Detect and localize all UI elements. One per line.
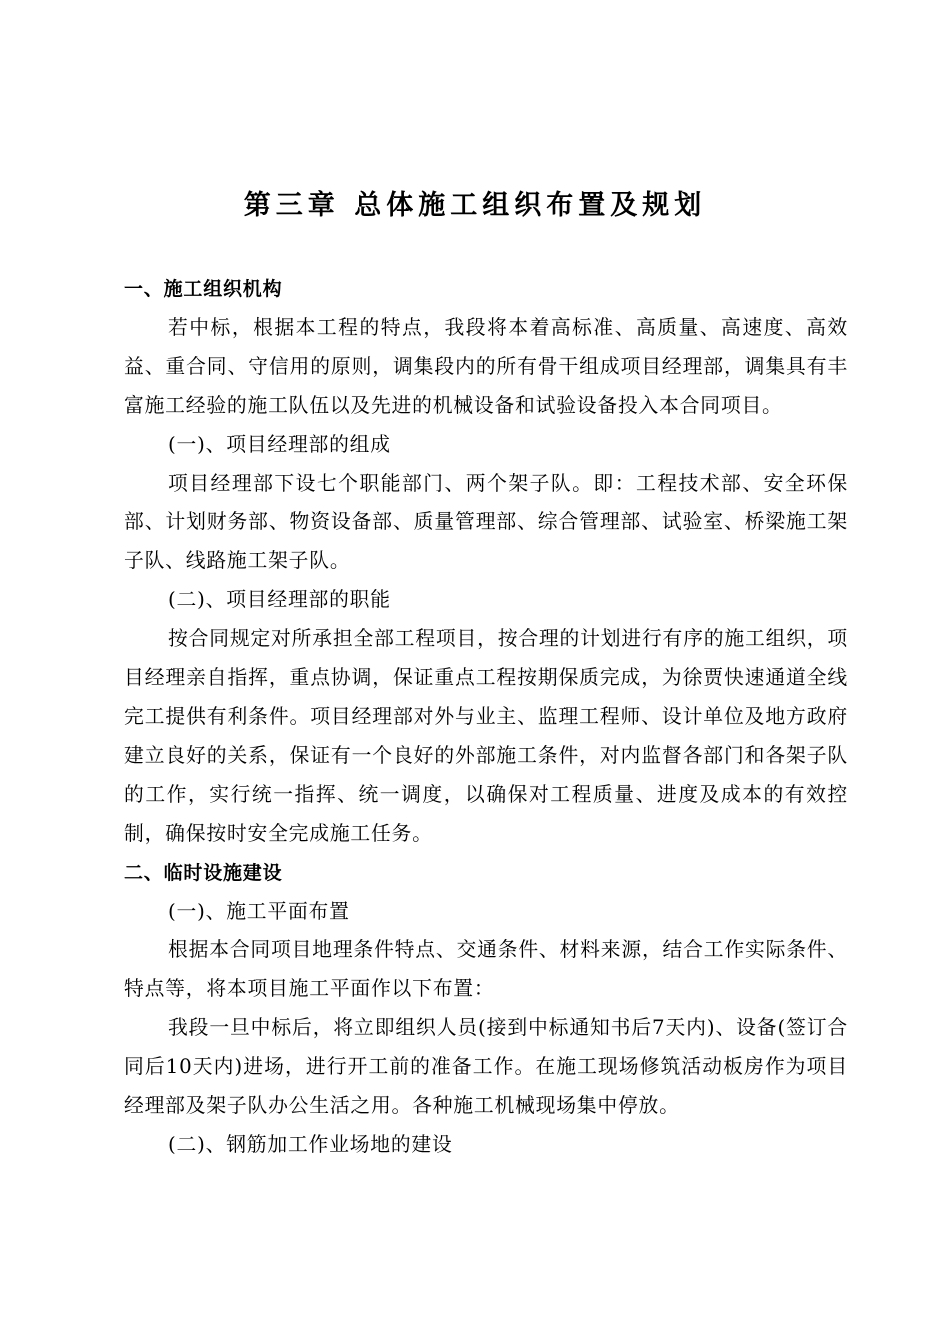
paragraph-site-layout: 根据本合同项目地理条件特点、交通条件、材料来源，结合工作实际条件、特点等，将本项目施工平面作以下布置： [124,938,848,1001]
subheading-site-layout: (一)、施工平面布置 [168,899,350,923]
section-heading-temporary-facilities: 二、临时设施建设 [124,861,283,884]
section-heading-organization: 一、施工组织机构 [124,278,283,300]
paragraph-department-functions: 按合同规定对所承担全部工程项目，按合理的计划进行有序的施工组织，项目经理亲自指挥，重点协调，保证重点工程按期保质完成，为徐贾快速通道全线完工提供有利条件。项目经理部对外与业主、监理工程师、设计单位及地方政府建立良好的关系，保证有一个良好的外部施工条件，对内监督各部门和各架子队的工作，实行统一指挥、统一调度，以确保对工程质量、进度及成本的有效控制，确保按时安全完成施工任务。 [124,627,848,845]
document-body [124,270,848,1165]
subheading-department-functions: (二)、项目经理部的职能 [168,588,391,612]
subheading-department-composition: (一)、项目经理部的组成 [168,432,391,456]
subheading-rebar-yard: (二)、钢筋加工作业场地的建设 [168,1132,453,1156]
chapter-title: 第三章 总体施工组织布置及规划 [243,190,707,221]
paragraph-mobilization: 我段一旦中标后，将立即组织人员(接到中标通知书后7天内)、设备(签订合同后10天内)进场，进行开工前的准备工作。在施工现场修筑活动板房作为项目经理部及架子队办公生活之用。各种施工机械现场集中停放。 [124,1016,848,1118]
paragraph-organization-intro: 若中标，根据本工程的特点，我段将本着高标准、高质量、高速度、高效益、重合同、守信用的原则，调集段内的所有骨干组成项目经理部，调集具有丰富施工经验的施工队伍以及先进的机械设备和试验设备投入本合同项目。 [124,315,848,417]
paragraph-department-composition: 项目经理部下设七个职能部门、两个架子队。即：工程技术部、安全环保部、计划财务部、物资设备部、质量管理部、综合管理部、试验室、桥梁施工架子队、线路施工架子队。 [124,471,848,573]
